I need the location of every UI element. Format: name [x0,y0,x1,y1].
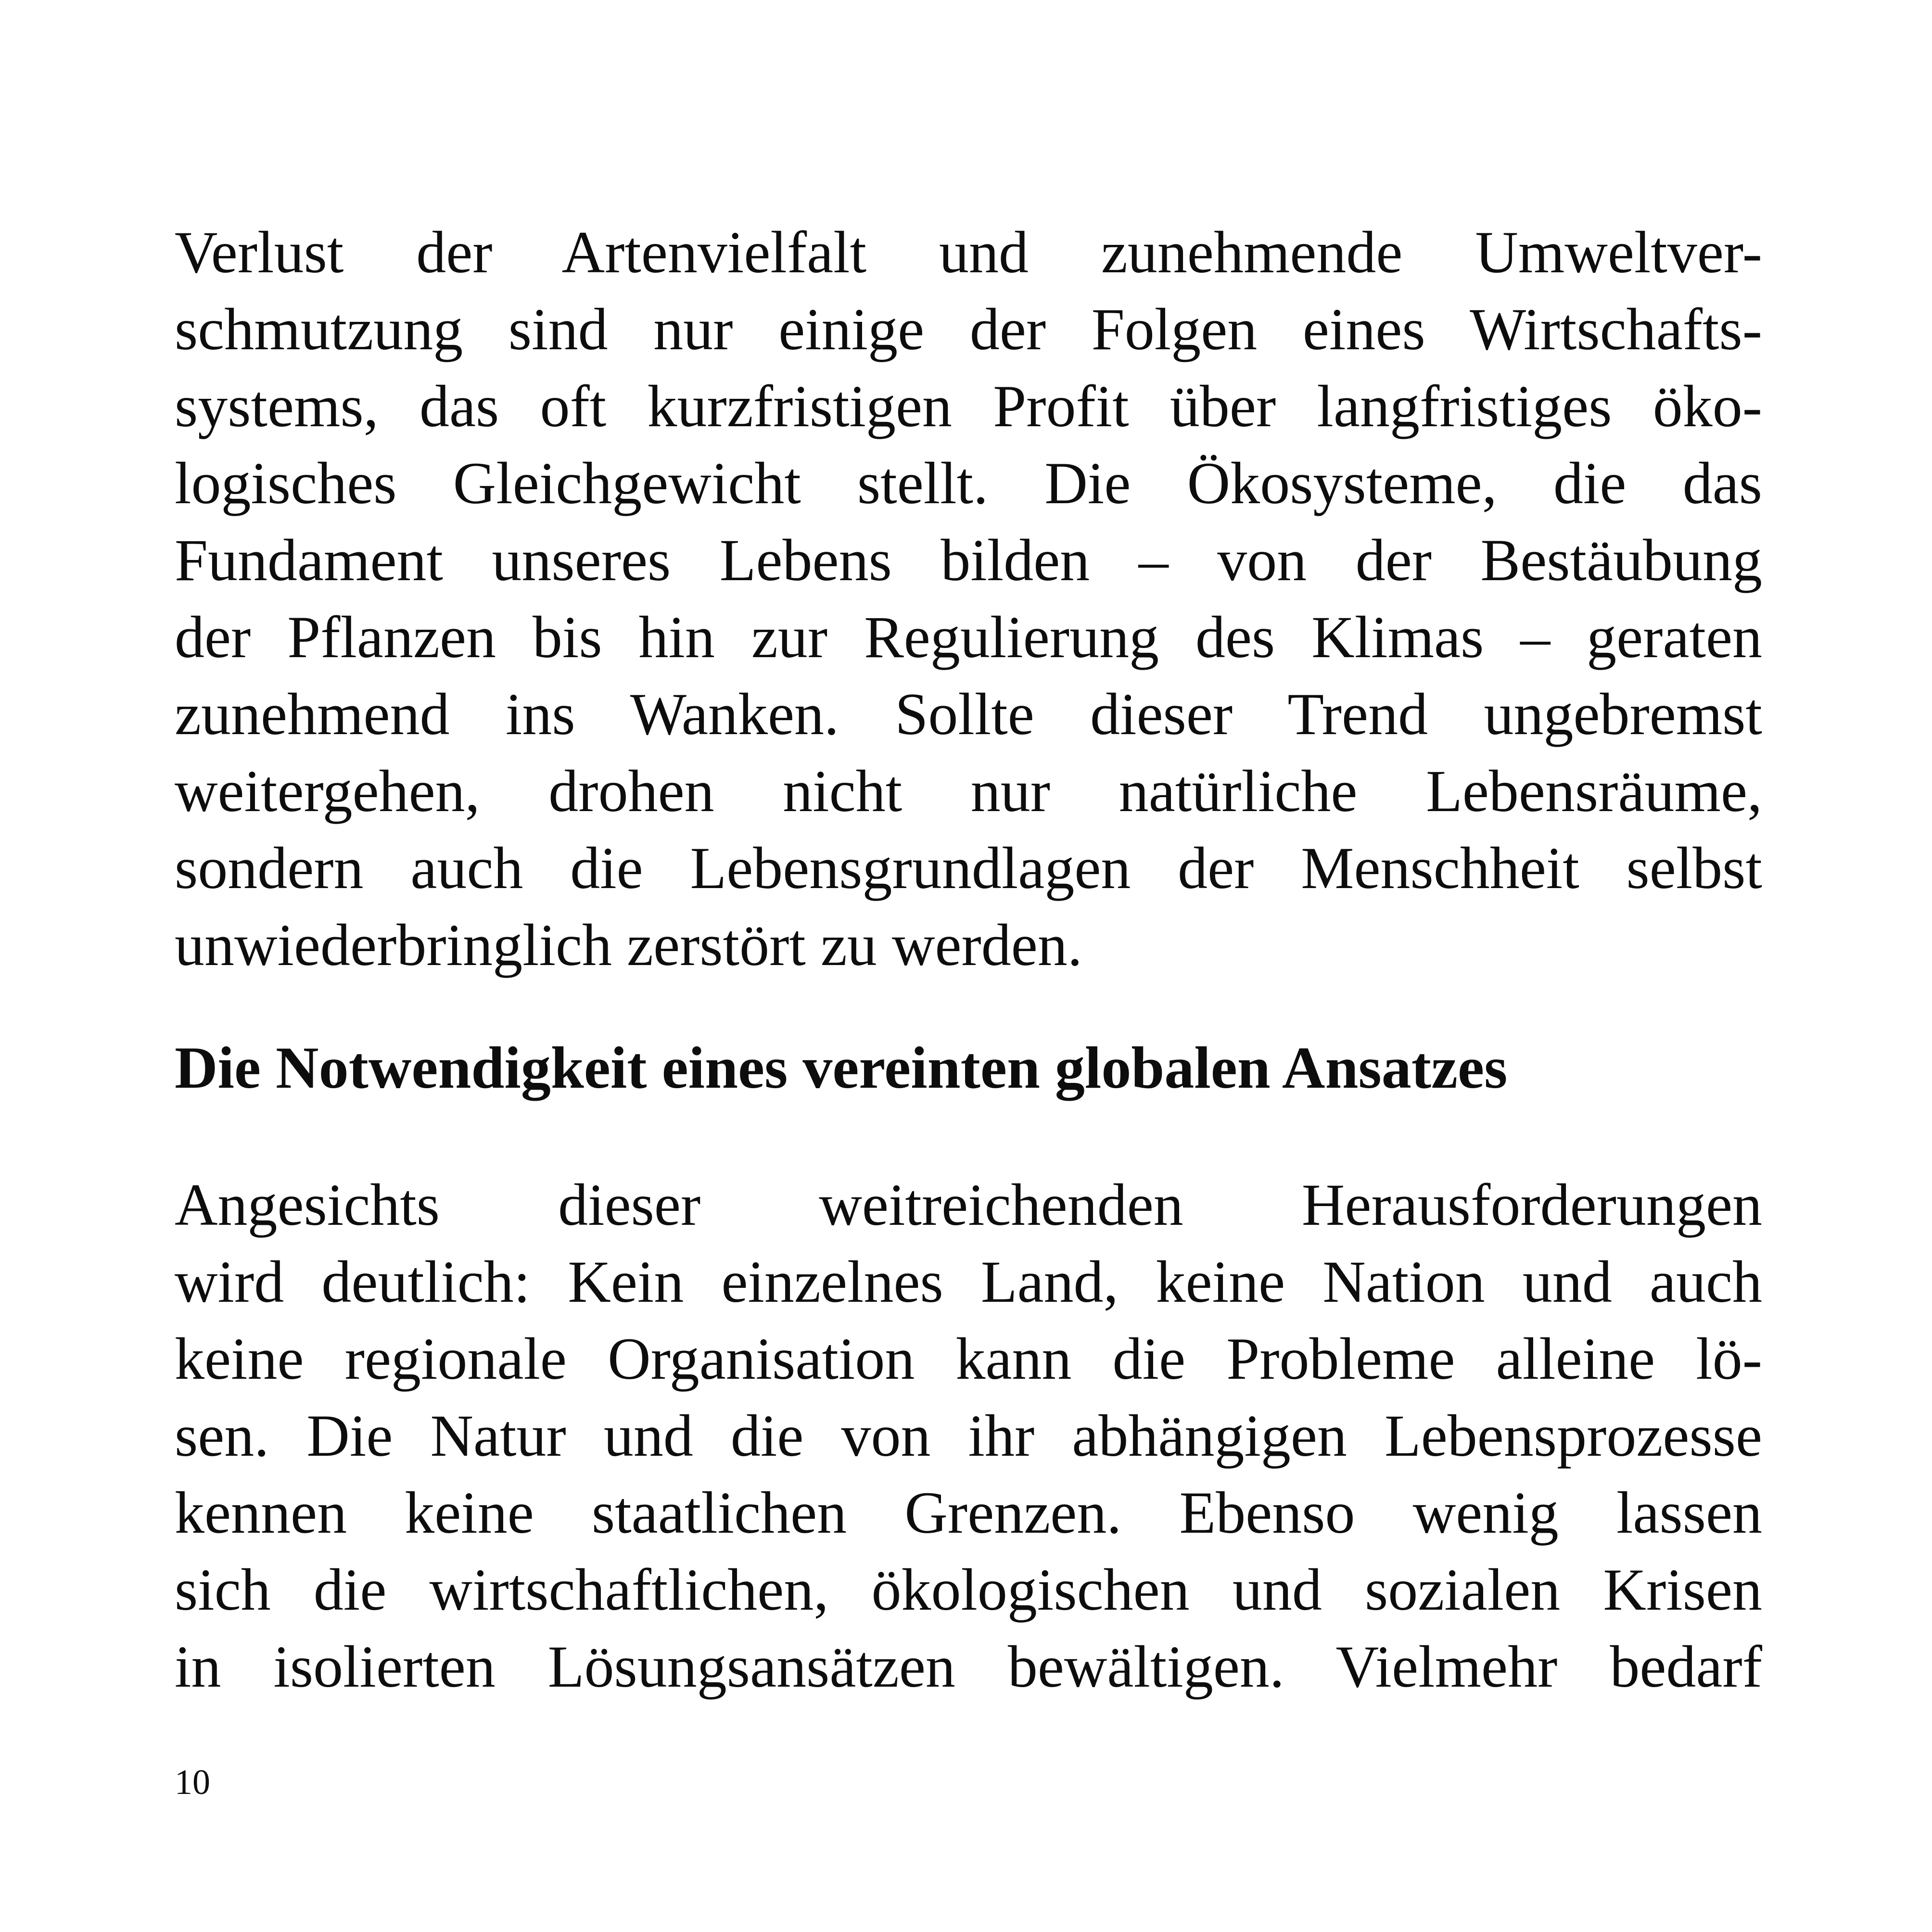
text-line: sen. Die Natur und die von ihr abhängigen Lebensprozesse [175,1403,1762,1469]
section-heading: Die Notwendigkeit eines vereinten globalen Ansatzes [175,1035,1508,1101]
text-line: der Pflanzen bis hin zur Regulierung des Klimas – geraten [175,604,1762,670]
text-line: weitergehen, drohen nicht nur natürliche Lebensräume, [175,758,1762,824]
text-line: Angesichts dieser weitreichenden Herausforderungen [175,1172,1762,1238]
text-line: sich die wirtschaftlichen, ökologischen und sozialen Krisen [175,1557,1762,1623]
text-line: systems, das oft kurzfristigen Profit über langfristiges öko- [175,373,1762,439]
text-line: schmutzung sind nur einige der Folgen eines Wirtschafts- [175,296,1762,362]
text-line: logisches Gleichgewicht stellt. Die Ökosysteme, die das [175,450,1762,516]
text-line: Fundament unseres Lebens bilden – von der Bestäubung [175,527,1762,593]
text-line: sondern auch die Lebensgrundlagen der Menschheit selbst [175,835,1762,901]
text-line: zunehmend ins Wanken. Sollte dieser Trend ungebremst [175,681,1762,747]
text-line: wird deutlich: Kein einzelnes Land, keine Nation und auch [175,1249,1762,1315]
page-number: 10 [175,1763,210,1802]
body-paragraph-2 [175,1167,1762,1705]
text-line: kennen keine staatlichen Grenzen. Ebenso wenig lassen [175,1480,1762,1546]
body-paragraph-1 [175,214,1762,984]
text-line: unwiederbringlich zerstört zu werden. [175,912,1082,978]
text-line: in isolierten Lösungsansätzen bewältigen. Vielmehr bedarf [175,1634,1762,1700]
text-line: keine regionale Organisation kann die Probleme alleine lö- [175,1326,1762,1392]
text-line: Verlust der Artenvielfalt und zunehmende Umweltver- [175,219,1762,285]
